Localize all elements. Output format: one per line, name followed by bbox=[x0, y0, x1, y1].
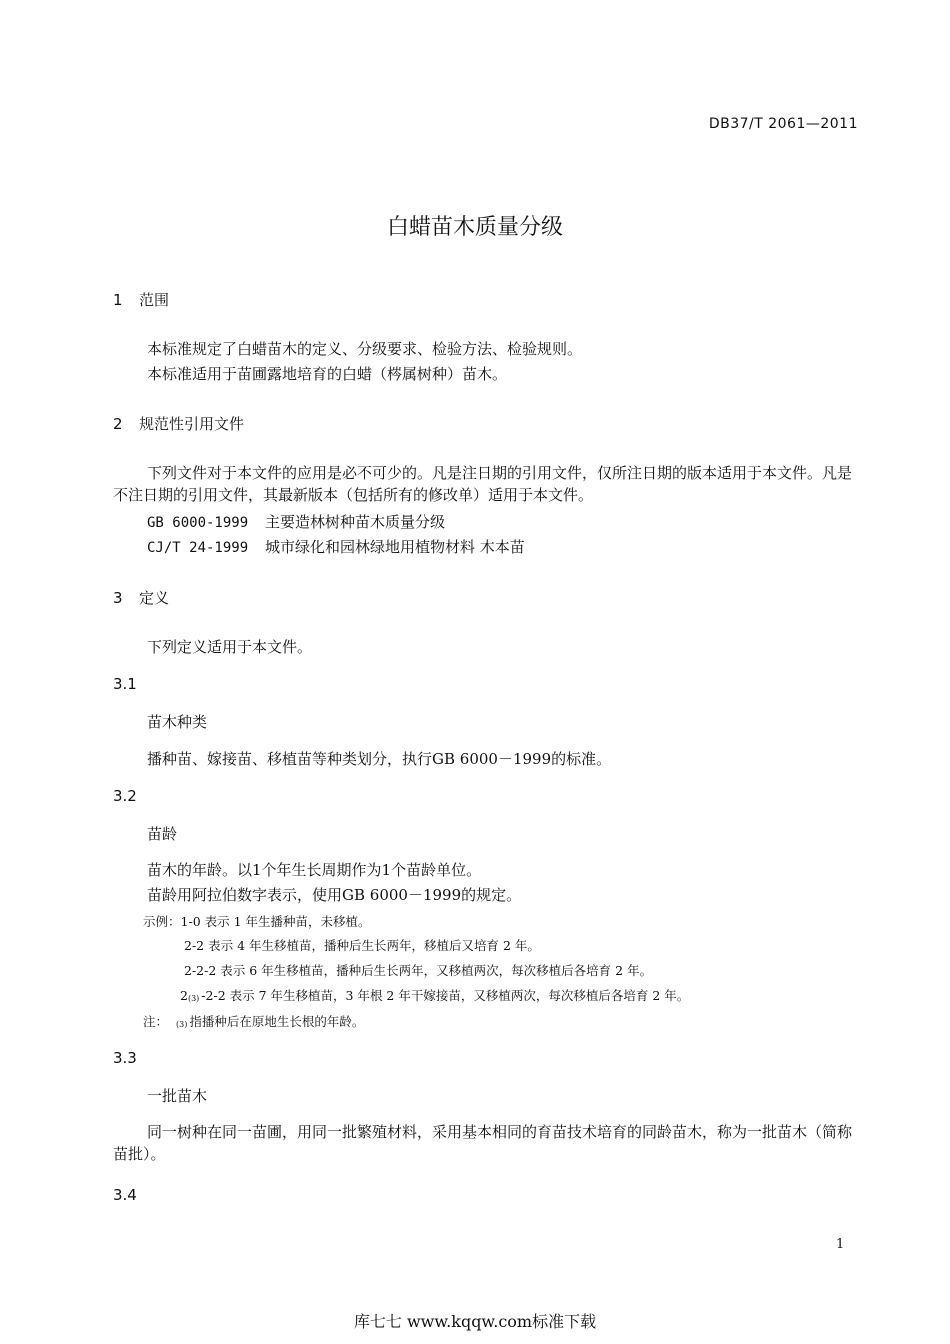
example-line: 2-2 表示 4 年生移植苗，播种后生长两年，移植后又培育 2 年。 bbox=[184, 938, 540, 953]
reference-title: 主要造林树种苗木质量分级 bbox=[265, 513, 446, 531]
section-2-heading bbox=[113, 413, 244, 434]
example-line bbox=[143, 912, 371, 930]
clause-number: 3.1 bbox=[113, 675, 137, 693]
example-label: 示例： bbox=[143, 914, 181, 929]
section-number: 3 bbox=[113, 589, 123, 607]
note-text: 指播种后在原地生长根的年龄。 bbox=[189, 1014, 365, 1029]
reference-title: 城市绿化和园林绿地用植物材料 木本苗 bbox=[265, 538, 525, 556]
page-number: 1 bbox=[836, 1237, 845, 1252]
term: 苗龄 bbox=[147, 825, 178, 843]
section-title: 范围 bbox=[139, 291, 170, 309]
document-title: 白蜡苗木质量分级 bbox=[386, 215, 563, 240]
clause-number: 3.2 bbox=[113, 787, 137, 805]
note-subscript: (3) bbox=[176, 1020, 188, 1029]
example-lead: 2 bbox=[180, 988, 188, 1003]
paragraph: 下列定义适用于本文件。 bbox=[147, 638, 313, 656]
section-3-heading bbox=[113, 587, 169, 608]
document-code: DB37/T 2061—2011 bbox=[708, 116, 858, 132]
example-line: 2-2-2 表示 6 年生移植苗，播种后生长两年，又移植两次，每次移植后各培育 2 年。 bbox=[184, 963, 653, 978]
paragraph: 本标准规定了白蜡苗木的定义、分级要求、检验方法、检验规则。 bbox=[147, 340, 583, 358]
definition: 播种苗、嫁接苗、移植苗等种类划分，执行GB 6000－1999的标准。 bbox=[147, 750, 612, 768]
term: 一批苗木 bbox=[147, 1087, 208, 1105]
example-line bbox=[180, 986, 689, 1004]
example-subscript: (3) bbox=[187, 994, 200, 1003]
definition: 同一树种在同一苗圃，用同一批繁殖材料，采用基本相同的育苗技术培育的同龄苗木，称为一批苗木（简称苗批）。 bbox=[113, 1123, 853, 1163]
section-number: 1 bbox=[113, 291, 123, 309]
definition: 苗木的年龄。以1个年生长周期作为1个苗龄单位。 bbox=[147, 861, 482, 879]
section-title: 规范性引用文件 bbox=[139, 415, 245, 433]
section-title: 定义 bbox=[139, 589, 170, 607]
reference-code: CJ/T 24-1999 bbox=[147, 540, 249, 556]
reference-code: GB 6000-1999 bbox=[147, 515, 249, 531]
clause-number: 3.4 bbox=[113, 1186, 137, 1204]
normative-reference bbox=[147, 536, 525, 557]
example-text: -2-2 表示 7 年生移植苗，3 年根 2 年干嫁接苗，又移植两次，每次移植后各培育 2 年。 bbox=[201, 988, 690, 1003]
definition: 苗龄用阿拉伯数字表示，使用GB 6000－1999的规定。 bbox=[147, 886, 522, 904]
note-label: 注： bbox=[143, 1014, 169, 1029]
term: 苗木种类 bbox=[147, 713, 208, 731]
section-1-heading bbox=[113, 289, 169, 310]
clause-number: 3.3 bbox=[113, 1049, 137, 1067]
section-number: 2 bbox=[113, 415, 123, 433]
normative-reference bbox=[147, 511, 445, 532]
example-text: 1-0 表示 1 年生播种苗，未移植。 bbox=[180, 914, 371, 929]
paragraph: 本标准适用于苗圃露地培育的白蜡（梣属树种）苗木。 bbox=[147, 365, 508, 383]
note-line bbox=[143, 1012, 364, 1030]
paragraph: 下列文件对于本文件的应用是必不可少的。凡是注日期的引用文件，仅所注日期的版本适用于本文件。凡是不注日期的引用文件，其最新版本（包括所有的修改单）适用于本文件。 bbox=[113, 464, 853, 504]
footer-watermark: 库七七 www.kqqw.com标准下载 bbox=[353, 1312, 597, 1331]
